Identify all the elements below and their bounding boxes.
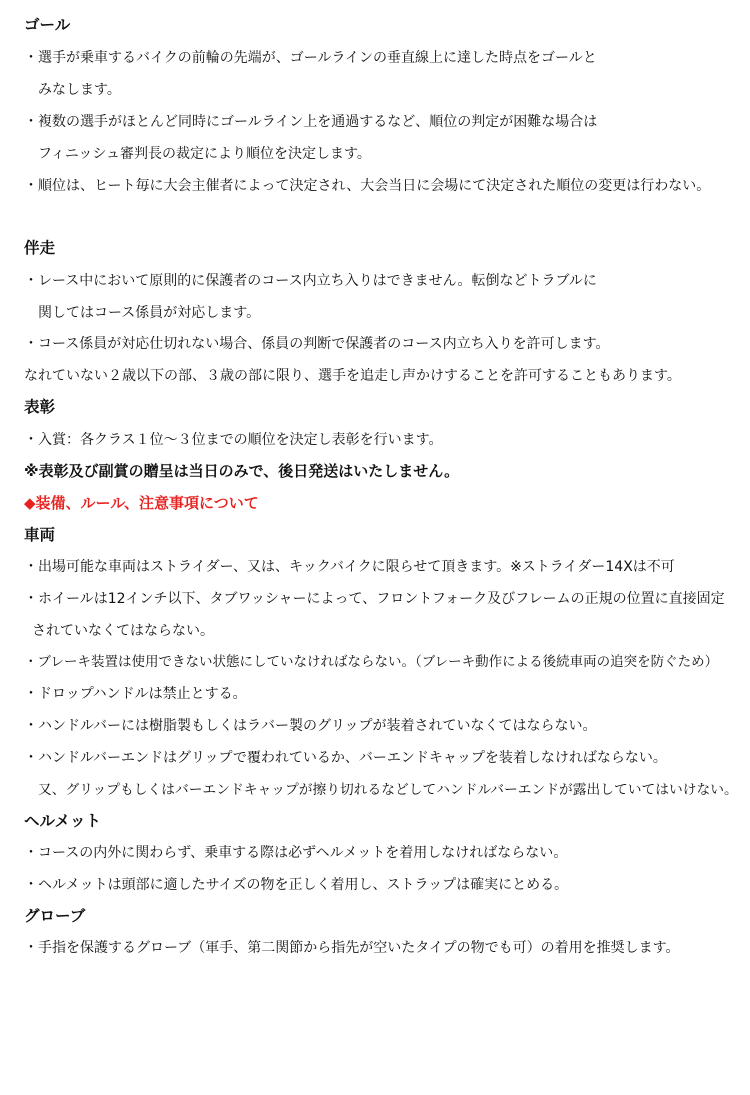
helmet-rule-2: ・ヘルメットは頭部に適したサイズの物を正しく着用し、ストラップは確実にとめる。 (24, 877, 569, 893)
helmet-rule-1: ・コースの内外に関わらず、乗車する際は必ずヘルメットを着用しなければならない。 (24, 845, 568, 861)
section-heading-vehicle: 車両 (24, 526, 56, 544)
escort-rule-2-cont: なれていない２歳以下の部、３歳の部に限り、選手を追走し声かけすることを許可することもあります。 (24, 368, 681, 384)
section-heading-goal: ゴール (24, 16, 71, 34)
goal-rule-3: ・順位は、ヒート毎に大会主催者によって決定され、大会当日に会場にて決定された順位の変更は行わない。 (24, 178, 711, 194)
vehicle-rule-5: ・ハンドルバーには樹脂製もしくはラバー製のグリップが装着されていなくてはならない。 (24, 718, 597, 734)
equipment-rules-heading: ◆装備、ルール、注意事項について (24, 494, 259, 512)
vehicle-rule-2-cont: されていなくてはならない。 (32, 623, 214, 639)
section-heading-glove: グローブ (24, 907, 86, 925)
glove-rule-1: ・手指を保護するグローブ（軍手、第二関節から指先が空いたタイプの物でも可）の着用を推奨します。 (24, 940, 680, 956)
section-heading-helmet: ヘルメット (24, 812, 102, 830)
goal-rule-2: ・複数の選手がほとんど同時にゴールライン上を通過するなど、順位の判定が困難な場合は (24, 114, 598, 130)
section-heading-awards: 表彰 (24, 398, 56, 416)
vehicle-rule-1: ・出場可能な車両はストライダー、又は、キックバイクに限らせて頂きます。※ストライダー14Xは不可 (24, 559, 675, 575)
vehicle-rule-4: ・ドロップハンドルは禁止とする。 (24, 686, 247, 702)
escort-rule-1-cont: 関してはコース係員が対応します。 (38, 305, 261, 321)
escort-rule-2: ・コース係員が対応仕切れない場合、係員の判断で保護者のコース内立ち入りを許可します。 (24, 336, 610, 352)
awards-rule-1: ・入賞：各クラス１位～３位までの順位を決定し表彰を行います。 (24, 432, 443, 448)
vehicle-rule-6: ・ハンドルバーエンドはグリップで覆われているか、バーエンドキャップを装着しなければならない。 (24, 750, 667, 766)
vehicle-rule-3: ・ブレーキ装置は使用できない状態にしていなければならない。（ブレーキ動作による後続車両の追突を防ぐため） (24, 654, 719, 670)
vehicle-rule-6-cont: 又、グリップもしくはバーエンドキャップが擦り切れるなどしてハンドルバーエンドが露出していてはいけない。 (38, 782, 738, 798)
vehicle-rule-2: ・ホイールは12インチ以下、タブワッシャーによって、フロントフォーク及びフレームの正規の位置に直接固定 (24, 591, 725, 607)
goal-rule-2-cont: フィニッシュ審判長の裁定により順位を決定します。 (38, 146, 371, 162)
goal-rule-1: ・選手が乗車するバイクの前輪の先端が、ゴールラインの垂直線上に達した時点をゴールと (24, 50, 597, 66)
awards-notice: ※表彰及び副賞の贈呈は当日のみで、後日発送はいたしません。 (24, 462, 460, 480)
escort-rule-1: ・レース中において原則的に保護者のコース内立ち入りはできません。転倒などトラブルに (24, 273, 597, 289)
section-heading-escort: 伴走 (24, 239, 56, 257)
goal-rule-1-cont: みなします。 (38, 82, 121, 98)
